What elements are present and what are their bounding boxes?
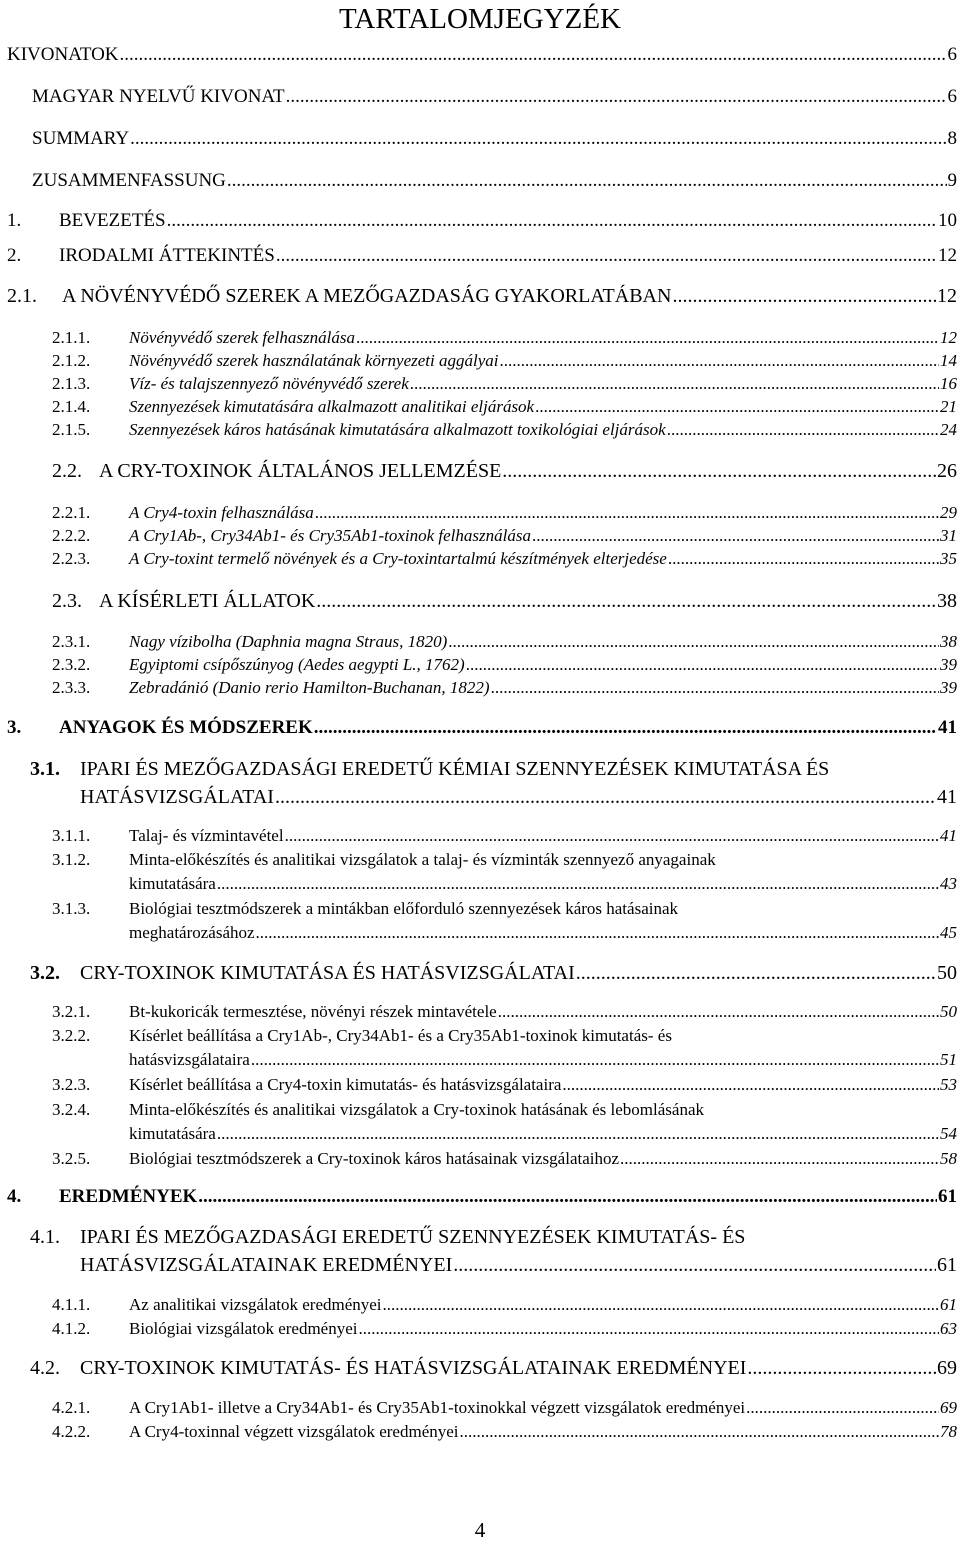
toc-entry[interactable] [32,170,957,192]
toc-entry[interactable] [7,44,957,66]
toc-entry[interactable] [129,923,957,943]
toc-entry-text: Kísérlet beállítása a Cry4-toxin kimutatás- és hatásvizsgálataira [129,1075,562,1094]
toc-entry-text: Növényvédő szerek használatának környezeti aggályai [129,351,499,370]
toc-entry-page: 61 [937,1254,957,1276]
toc-entry[interactable] [52,678,957,698]
toc-entry-text: hatásvizsgálataira [129,1050,250,1069]
toc-entry-page: 43 [940,874,957,893]
toc-entry-text: Biológiai tesztmódszerek a mintákban előforduló szennyezések káros hatásainak [129,899,679,918]
toc-entry-number: 3.2.5. [52,1149,91,1168]
toc-entry-number: 4. [7,1186,22,1207]
toc-entry[interactable] [52,460,957,483]
toc-entry-text: EREDMÉNYEK [59,1186,198,1207]
toc-entry-text: SUMMARY [32,128,130,149]
toc-entry-number: 2.1.2. [52,351,91,370]
toc-entry[interactable] [52,503,957,523]
toc-entry[interactable] [52,632,957,652]
toc-entry[interactable] [52,328,957,348]
toc-entry-number: 2.1.4. [52,397,91,416]
toc-entry[interactable] [129,1124,957,1144]
toc-entry-text: Minta-előkészítés és analitikai vizsgálatok a talaj- és vízminták szennyező anyagainak [129,850,716,869]
toc-entry[interactable] [30,1357,957,1380]
toc-entry-text: MAGYAR NYELVŰ KIVONAT [32,86,285,107]
toc-entry-number: 3.1.2. [52,850,91,869]
toc-entry-number: 3.1.1. [52,826,91,845]
toc-entry-number: 2.1. [7,285,37,307]
toc-entry-text: KIVONATOK [7,44,119,65]
toc-entry-text: Víz- és talajszennyező növényvédő szerek [129,374,409,393]
toc-entry[interactable] [52,397,957,417]
toc-entry-text: Biológiai tesztmódszerek a Cry-toxinok káros hatásainak vizsgálataihoz [129,1149,620,1168]
page-number: 4 [474,1518,486,1542]
toc-entry[interactable] [32,86,957,108]
toc-entry-page: 63 [940,1319,957,1338]
toc-entry-number: 4.2. [30,1357,60,1379]
toc-entry-text: BEVEZETÉS [59,210,166,231]
toc-entry[interactable] [52,549,957,569]
toc-entry-page: 31 [940,526,957,545]
toc-entry-text: Nagy vízibolha (Daphnia magna Straus, 1820) [129,632,448,651]
toc-entry-page: 12 [937,285,957,307]
toc-entry-number: 4.2.2. [52,1422,91,1441]
toc-entry-text: IRODALMI ÁTTEKINTÉS [59,245,275,266]
toc-entry-text: A Cry4-toxin felhasználása [129,503,314,522]
toc-entry-page: 78 [940,1422,957,1441]
toc-entry[interactable] [52,374,957,394]
toc-entry-page: 14 [940,351,957,370]
toc-entry-page: 12 [940,328,957,347]
toc-entry-text: A NÖVÉNYVÉDŐ SZEREK A MEZŐGAZDASÁG GYAKORLATÁBAN [62,285,672,307]
toc-entry[interactable] [7,717,957,739]
toc-entry-page: 9 [947,170,957,191]
toc-entry-text: CRY-TOXINOK KIMUTATÁS- ÉS HATÁSVIZSGÁLATAINAK EREDMÉNYEI [80,1357,747,1379]
toc-entry[interactable] [7,245,957,267]
toc-entry[interactable] [52,590,957,613]
toc-entry-text: Szennyezések kimutatására alkalmazott analitikai eljárások [129,397,535,416]
toc-entry-page: 69 [937,1357,957,1379]
toc-entry-page: 50 [940,1002,957,1021]
toc-entry-page: 39 [940,655,957,674]
toc-entry-number: 3.2.3. [52,1075,91,1094]
toc-entry-number: 3.2. [30,962,60,984]
toc-entry-number: 2.3. [52,590,82,612]
toc-entry-page: 12 [938,245,957,266]
toc-entry-page: 6 [947,44,957,65]
toc-entry-text: meghatározásához [129,923,255,942]
toc-entry-page: 54 [940,1124,957,1143]
toc-entry-page: 45 [940,923,957,942]
toc-entry-text: Bt-kukoricák termesztése, növényi részek mintavétele [129,1002,497,1021]
toc-entry-number: 2.2.1. [52,503,91,522]
toc-entry[interactable] [7,285,957,308]
toc-entry-text: Talaj- és vízmintavétel [129,826,284,845]
toc-entry-page: 35 [940,549,957,568]
toc-entry-number: 2.2.3. [52,549,91,568]
toc-entry-number: 3.1.3. [52,899,91,918]
toc-entry[interactable] [129,1050,957,1070]
toc-entry[interactable] [52,420,957,440]
toc-entry-page: 6 [947,86,957,107]
toc-entry-page: 16 [940,374,957,393]
toc-entry[interactable] [52,1295,957,1315]
toc-entry-page: 38 [940,632,957,651]
toc-entry-number: 4.2.1. [52,1398,91,1417]
toc-entry[interactable] [52,1002,957,1022]
toc-entry-text: Szennyezések káros hatásának kimutatására alkalmazott toxikológiai eljárások [129,420,666,439]
toc-entry-text: Kísérlet beállítása a Cry1Ab-, Cry34Ab1- és a Cry35Ab1-toxinok kimutatás- és [129,1026,672,1045]
toc-entry[interactable] [52,1149,957,1169]
toc-entry-page: 39 [940,678,957,697]
toc-entry-number: 3.1. [30,758,60,780]
toc-entry-number: 3.2.4. [52,1100,91,1119]
toc-entry[interactable] [80,786,957,809]
toc-entry-page: 41 [937,786,957,808]
toc-entry-text: Zebradánió (Danio rerio Hamilton-Buchanan, 1822) [129,678,490,697]
toc-entry-text: A Cry-toxint termelő növények és a Cry-toxintartalmú készítmények elterjedése [129,549,667,568]
toc-entry-number: 2.3.1. [52,632,91,651]
toc-entry-number: 2. [7,245,22,266]
toc-entry-page: 24 [940,420,957,439]
toc-entry-text: A CRY-TOXINOK ÁLTALÁNOS JELLEMZÉSE [99,460,502,482]
toc-entry-page: 41 [938,717,957,738]
toc-entry-page: 50 [937,962,957,984]
toc-entry[interactable] [7,210,957,232]
toc-entry-first-line[interactable] [52,1026,672,1046]
toc-entry-number: 2.3.2. [52,655,91,674]
toc-entry-number: 2.3.3. [52,678,91,697]
toc-entry-first-line[interactable] [52,899,678,919]
toc-entry[interactable] [52,351,957,371]
toc-entry[interactable] [52,1398,957,1418]
toc-entry-text: Biológiai vizsgálatok eredményei [129,1319,358,1338]
toc-entry[interactable] [52,1319,957,1339]
toc-entry-page: 26 [937,460,957,482]
toc-entry-text: A Cry1Ab-, Cry34Ab1- és Cry35Ab1-toxinok felhasználása [129,526,531,545]
toc-entry-text: kimutatására [129,1124,216,1143]
toc-entry[interactable] [32,128,957,150]
toc-entry-first-line[interactable] [30,1226,745,1249]
toc-entry[interactable] [52,655,957,675]
toc-entry[interactable] [7,1186,957,1208]
toc-entry-text: CRY-TOXINOK KIMUTATÁSA ÉS HATÁSVIZSGÁLATAI [80,962,575,984]
toc-entry-text: Minta-előkészítés és analitikai vizsgálatok a Cry-toxinok hatásának és lebomlásának [129,1100,704,1119]
toc-entry-page: 69 [940,1398,957,1417]
toc-entry-text: IPARI ÉS MEZŐGAZDASÁGI EREDETŰ SZENNYEZÉSEK KIMUTATÁS- ÉS [80,1226,746,1248]
toc-entry[interactable] [52,1075,957,1095]
toc-entry-first-line[interactable] [52,850,716,870]
toc-entry-first-line[interactable] [52,1100,704,1120]
toc-entry-number: 3.2.2. [52,1026,91,1045]
toc-entry-page: 8 [947,128,957,149]
toc-entry-number: 2.2.2. [52,526,91,545]
toc-entry-text: Az analitikai vizsgálatok eredményei [129,1295,382,1314]
toc-entry-page: 38 [937,590,957,612]
toc-entry-page: 58 [940,1149,957,1168]
toc-entry-number: 2.2. [52,460,82,482]
toc-entry-page: 10 [938,210,957,231]
toc-entry[interactable] [30,962,957,985]
toc-entry-page: 21 [940,397,957,416]
toc-entry-text: IPARI ÉS MEZŐGAZDASÁGI EREDETŰ KÉMIAI SZENNYEZÉSEK KIMUTATÁSA ÉS [80,758,830,780]
toc-entry[interactable] [80,1254,957,1277]
toc-entry-page: 41 [940,826,957,845]
toc-entry-page: 29 [940,503,957,522]
toc-entry-number: 2.1.5. [52,420,91,439]
toc-entry-text: A Cry4-toxinnal végzett vizsgálatok eredményei [129,1422,459,1441]
toc-entry[interactable] [129,874,957,894]
toc-entry-text: A Cry1Ab1- illetve a Cry34Ab1- és Cry35Ab1-toxinokkal végzett vizsgálatok eredményei [129,1398,746,1417]
toc-entry[interactable] [52,526,957,546]
toc-entry-text: Egyiptomi csípőszúnyog (Aedes aegypti L., 1762) [129,655,465,674]
toc-entry-page: 53 [940,1075,957,1094]
toc-entry-text: ANYAGOK ÉS MÓDSZEREK [59,717,313,738]
toc-entry-page: 51 [940,1050,957,1069]
toc-entry-number: 4.1. [30,1226,60,1248]
page-title: TARTALOMJEGYZÉK [339,3,621,35]
toc-entry-number: 1. [7,210,22,231]
toc-entry-number: 2.1.3. [52,374,91,393]
toc-entry-text: HATÁSVIZSGÁLATAI [80,786,274,808]
toc-entry-number: 4.1.2. [52,1319,91,1338]
toc-entry-page: 61 [938,1186,957,1207]
toc-entry[interactable] [52,1422,957,1442]
toc-entry-number: 3. [7,717,22,738]
toc-entry-first-line[interactable] [30,758,829,781]
toc-entry-text: A KÍSÉRLETI ÁLLATOK [99,590,316,612]
toc-entry-text: kimutatására [129,874,216,893]
toc-entry[interactable] [52,826,957,846]
toc-entry-number: 3.2.1. [52,1002,91,1021]
toc-entry-page: 61 [940,1295,957,1314]
toc-entry-text: HATÁSVIZSGÁLATAINAK EREDMÉNYEI [80,1254,453,1276]
toc-entry-text: Növényvédő szerek felhasználása [129,328,355,347]
toc-entry-number: 2.1.1. [52,328,91,347]
toc-entry-number: 4.1.1. [52,1295,91,1314]
toc-entry-text: ZUSAMMENFASSUNG [32,170,226,191]
